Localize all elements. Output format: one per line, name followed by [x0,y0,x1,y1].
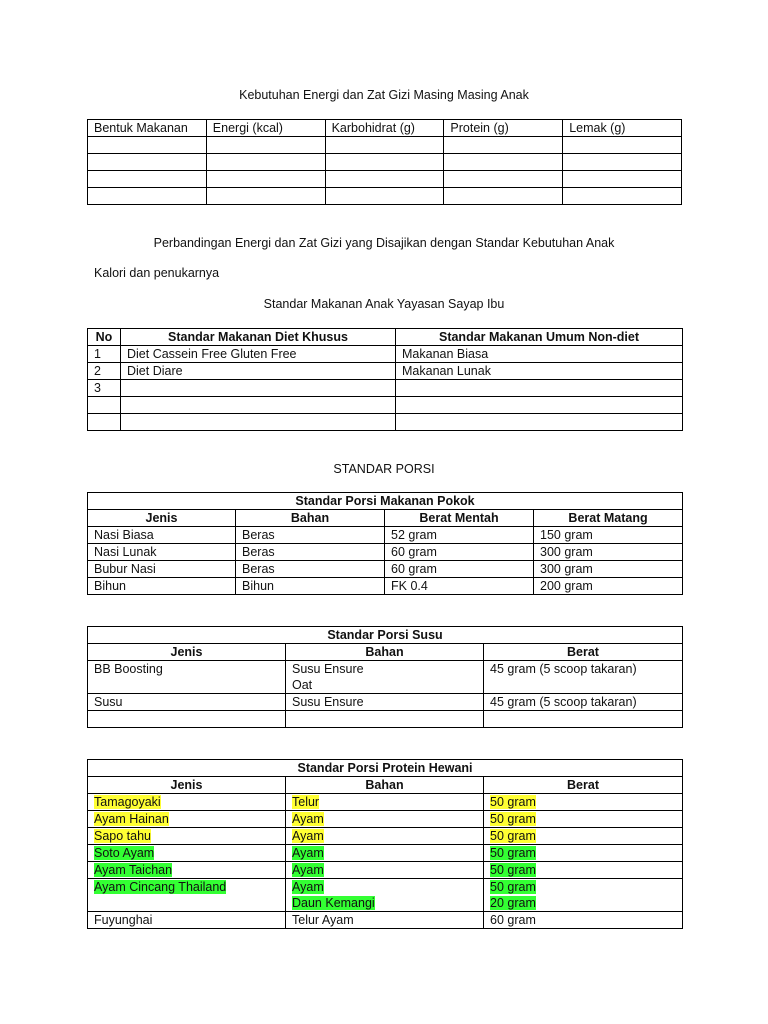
cell [286,845,484,862]
highlighted-text: Daun Kemangi [292,896,375,910]
table-row [88,154,682,171]
cell: Susu Ensure [286,694,484,711]
table-row [88,578,683,595]
cell: Diet Diare [121,363,396,380]
cell-line [292,879,477,895]
highlighted-text: 50 gram [490,863,536,877]
col-header: Bentuk Makanan [88,120,207,137]
col-header: Berat [484,644,683,661]
table-row [88,346,683,363]
table-row [88,879,683,912]
highlighted-text: 50 gram [490,829,536,843]
table-row [88,171,682,188]
cell: 60 gram [385,561,534,578]
cell: BB Boosting [88,661,286,694]
highlighted-text: 50 gram [490,846,536,860]
paragraph-perbandingan: Perbandingan Energi dan Zat Gizi yang Disajikan dengan Standar Kebutuhan Anak [153,236,615,250]
cell-line [490,895,676,911]
highlighted-text: 50 gram [490,795,536,809]
cell: 300 gram [534,561,683,578]
cell [484,794,683,811]
cell: 150 gram [534,527,683,544]
cell [286,811,484,828]
table-row [88,845,683,862]
col-header: Lemak (g) [563,120,682,137]
cell: Bubur Nasi [88,561,236,578]
cell [88,794,286,811]
cell [88,862,286,879]
cell: 45 gram (5 scoop takaran) [484,661,683,694]
table-porsi-susu [87,626,683,728]
col-header: Berat Mentah [385,510,534,527]
highlighted-text: Soto Ayam [94,846,155,860]
col-header: Standar Makanan Diet Khusus [121,329,396,346]
col-header: Jenis [88,644,286,661]
table-row [88,711,683,728]
cell [484,862,683,879]
highlighted-text: Ayam Hainan [94,812,169,826]
col-header: Berat [484,777,683,794]
table-protein-hewani [87,759,683,929]
highlighted-text: Ayam [292,863,324,877]
title-standar-makanan: Standar Makanan Anak Yayasan Sayap Ibu [263,297,505,311]
table-row [88,828,683,845]
cell-line: Oat [292,678,313,692]
cell: Makanan Biasa [396,346,683,363]
table-header-row [88,120,682,137]
highlighted-text: Ayam [292,846,324,860]
table-row [88,794,683,811]
highlighted-text: Ayam [292,829,324,843]
table-header-row [88,777,683,794]
cell: 300 gram [534,544,683,561]
table-row [88,811,683,828]
table-row [88,544,683,561]
highlighted-text: Ayam [292,812,324,826]
col-header: Protein (g) [444,120,563,137]
table-row [88,414,683,431]
highlighted-text: 50 gram [490,880,536,894]
cell [484,811,683,828]
cell: 200 gram [534,578,683,595]
highlighted-text: Telur [292,795,320,809]
cell: 45 gram (5 scoop takaran) [484,694,683,711]
table-row [88,363,683,380]
cell: Beras [236,527,385,544]
highlighted-text: Sapo tahu [94,829,151,843]
table-caption-row [88,760,683,777]
table-row [88,137,682,154]
cell: Bihun [88,578,236,595]
table-caption: Standar Porsi Makanan Pokok [88,493,683,510]
table-header-row [88,329,683,346]
table-standar-makanan [87,328,683,431]
highlighted-text: Ayam Taichan [94,863,173,877]
cell: 3 [88,380,121,397]
cell [88,828,286,845]
cell-line: Susu Ensure [292,662,364,676]
cell [121,380,396,397]
cell: Nasi Biasa [88,527,236,544]
col-header: No [88,329,121,346]
cell: Bihun [236,578,385,595]
cell: Susu [88,694,286,711]
highlighted-text: 20 gram [490,896,536,910]
title-standar-porsi: STANDAR PORSI [333,462,435,476]
table-row [88,661,683,694]
table-caption: Standar Porsi Susu [88,627,683,644]
table-row [88,380,683,397]
cell [286,879,484,912]
cell: Telur Ayam [286,912,484,929]
cell: Diet Cassein Free Gluten Free [121,346,396,363]
cell: Nasi Lunak [88,544,236,561]
cell [484,845,683,862]
table-row [88,912,683,929]
cell: 60 gram [385,544,534,561]
cell: 60 gram [484,912,683,929]
paragraph-kalori: Kalori dan penukarnya [94,266,220,280]
table-row [88,561,683,578]
table-row [88,188,682,205]
table-makanan-pokok [87,492,683,595]
cell [88,879,286,912]
cell [484,828,683,845]
cell: Makanan Lunak [396,363,683,380]
col-header: Bahan [236,510,385,527]
table-header-row [88,644,683,661]
cell: 52 gram [385,527,534,544]
table-row [88,694,683,711]
table-caption-row [88,627,683,644]
cell [286,828,484,845]
cell: 2 [88,363,121,380]
col-header: Jenis [88,777,286,794]
cell [88,811,286,828]
col-header: Standar Makanan Umum Non-diet [396,329,683,346]
col-header: Energi (kcal) [206,120,325,137]
col-header: Bahan [286,644,484,661]
highlighted-text: Ayam [292,880,324,894]
highlighted-text: Ayam Cincang Thailand [94,880,227,894]
col-header: Berat Matang [534,510,683,527]
table-row [88,862,683,879]
title-kebutuhan: Kebutuhan Energi dan Zat Gizi Masing Masing Anak [239,88,529,102]
cell: 1 [88,346,121,363]
cell: Beras [236,561,385,578]
cell [286,862,484,879]
cell: Fuyunghai [88,912,286,929]
cell [396,380,683,397]
highlighted-text: 50 gram [490,812,536,826]
cell: FK 0.4 [385,578,534,595]
cell-line [490,879,676,895]
table-kebutuhan [87,119,682,205]
cell: Beras [236,544,385,561]
table-row [88,397,683,414]
cell [88,845,286,862]
table-header-row [88,510,683,527]
table-caption: Standar Porsi Protein Hewani [88,760,683,777]
table-caption-row [88,493,683,510]
col-header: Bahan [286,777,484,794]
highlighted-text: Tamagoyaki [94,795,161,809]
cell [286,794,484,811]
table-row [88,527,683,544]
cell-line [292,895,477,911]
col-header: Jenis [88,510,236,527]
cell [484,879,683,912]
cell [286,661,484,694]
col-header: Karbohidrat (g) [325,120,444,137]
